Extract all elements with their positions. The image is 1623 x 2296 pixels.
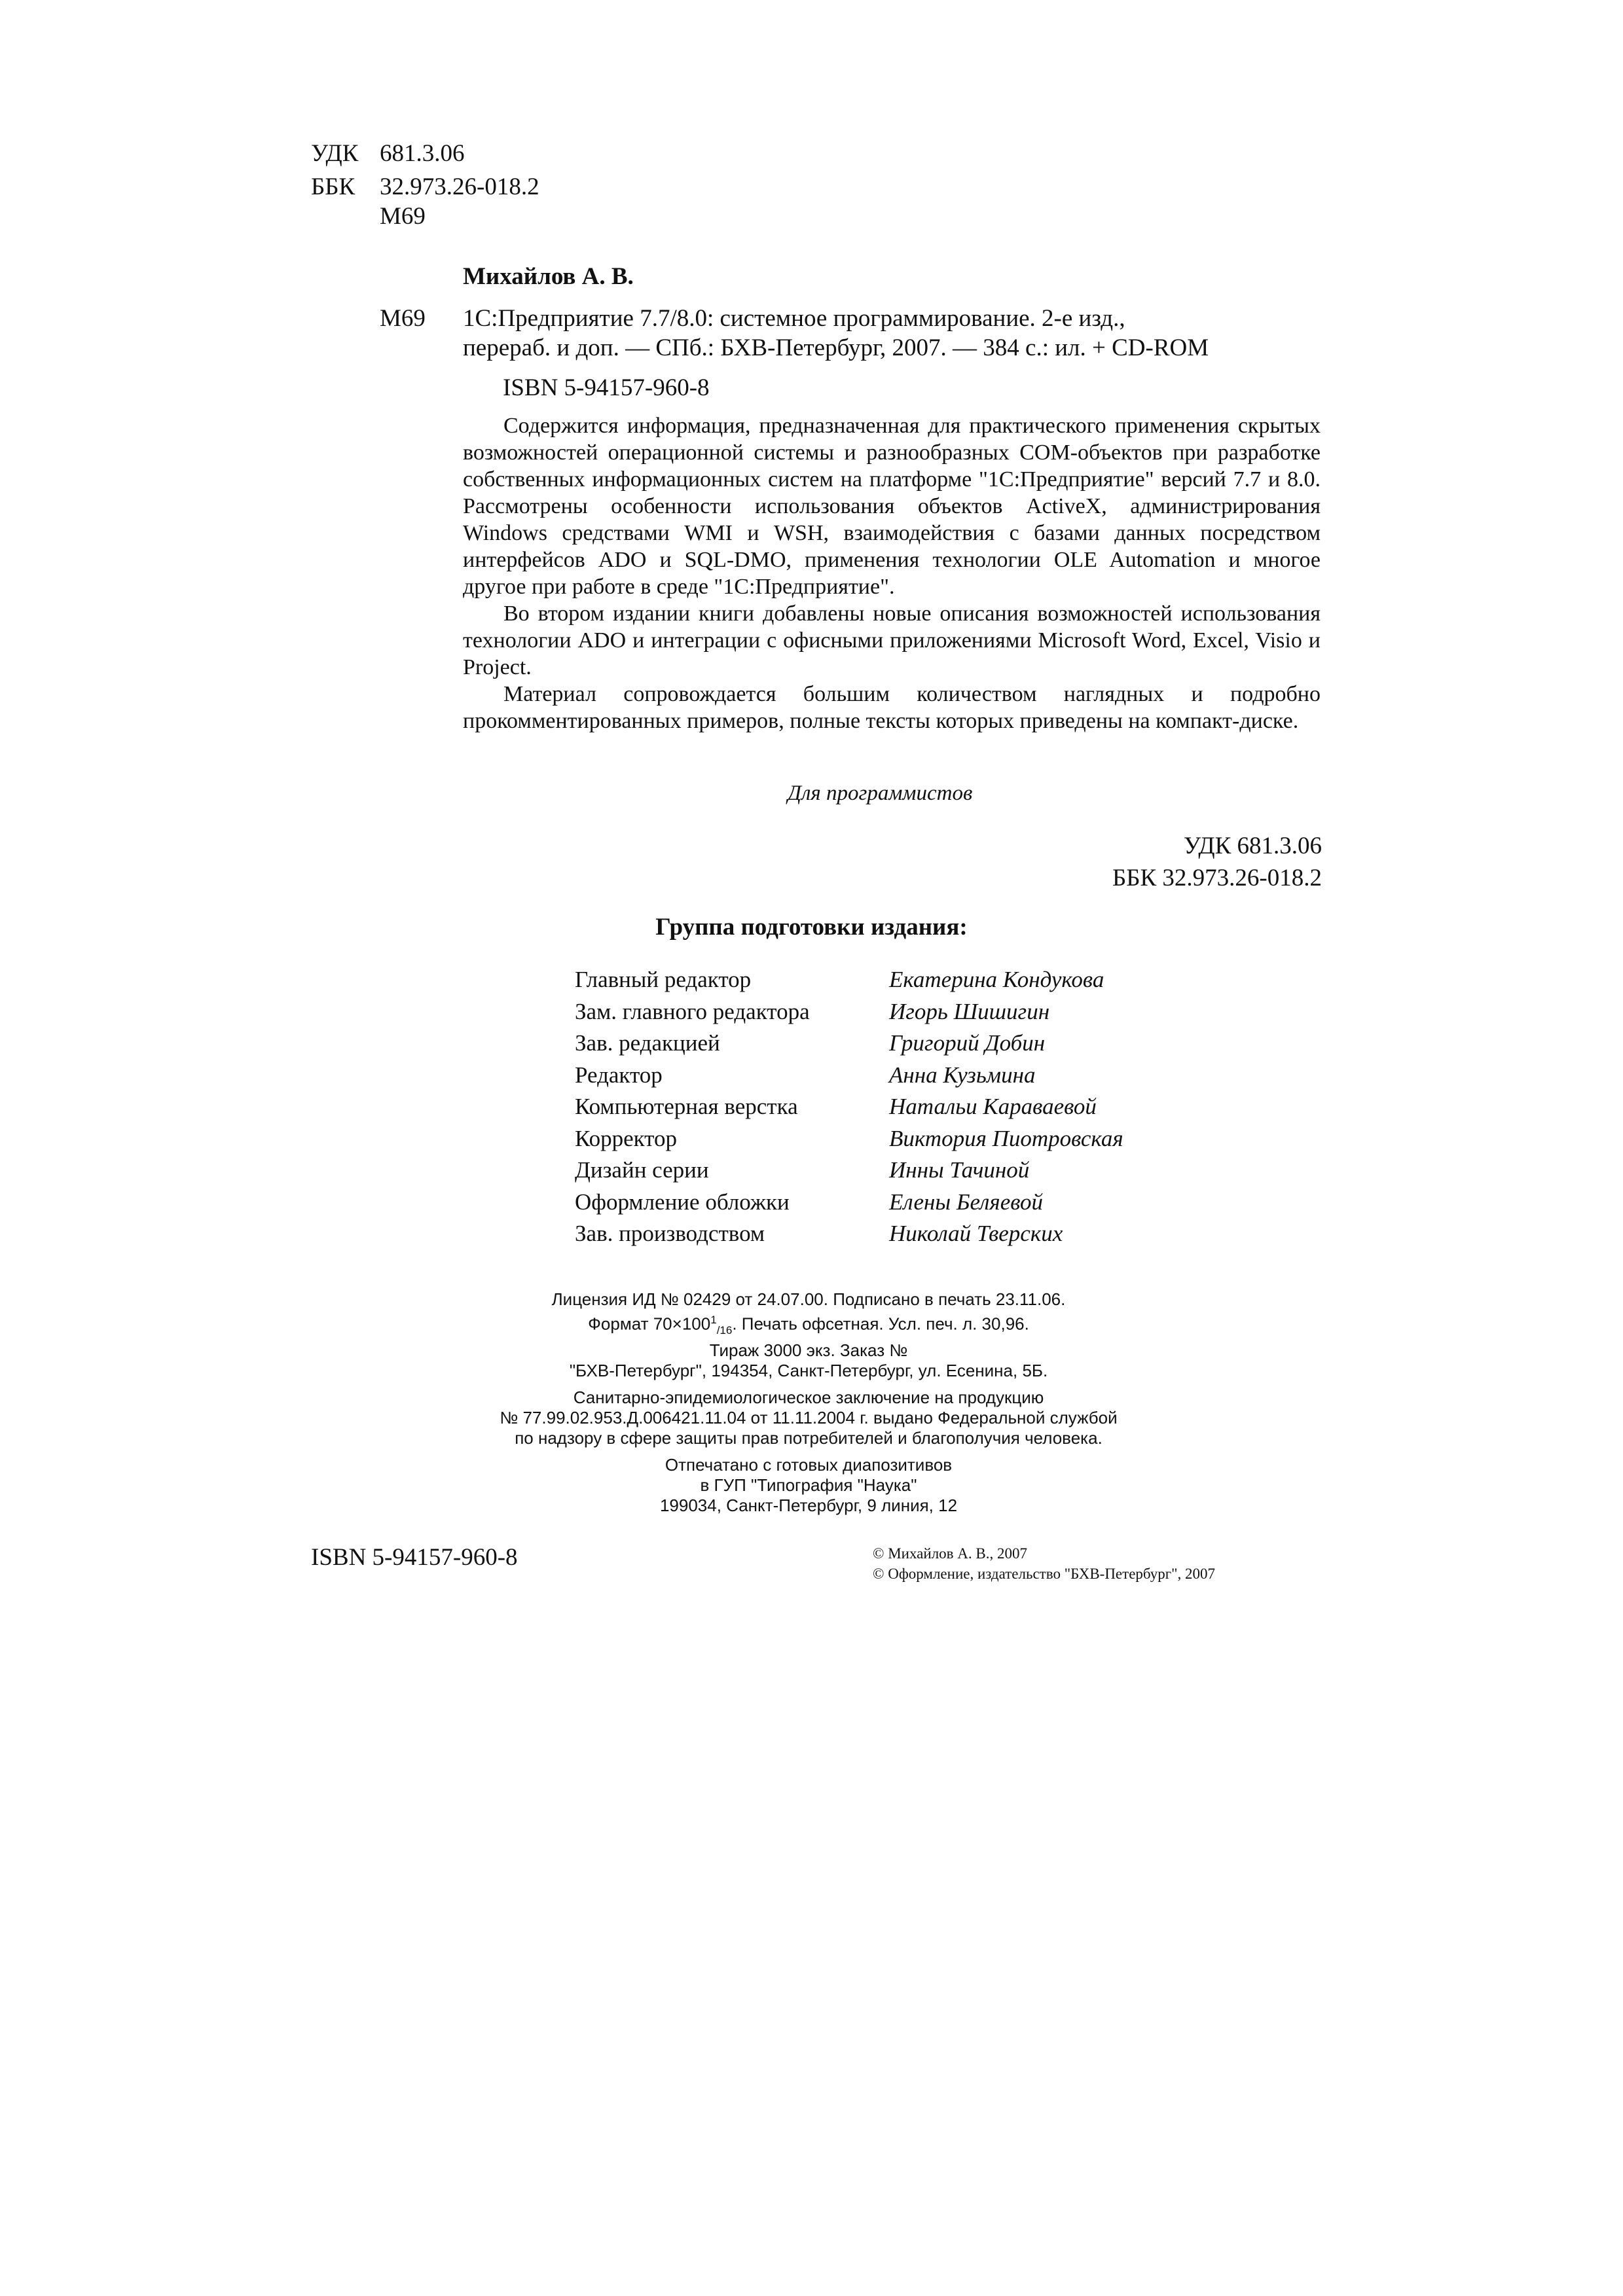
format-line: Формат $70\times 100^1_{/16}$. Печать офсетная. Усл. печ. л. 30,96. bbox=[588, 1314, 1029, 1336]
print-run-line: Тираж 3000 экз. Заказ № bbox=[709, 1340, 908, 1360]
staff-row bbox=[575, 1123, 1123, 1155]
staff-list bbox=[575, 964, 1123, 1250]
copyright-publisher: © Оформление, издательство "БХВ-Петербург", 2007 bbox=[873, 1566, 1216, 1582]
udk-right: УДК 681.3.06 bbox=[1183, 833, 1322, 859]
printed-line-2: в ГУП "Типография "Наука" bbox=[700, 1475, 917, 1495]
udk-label: УДК bbox=[311, 140, 359, 167]
license-line: Лицензия ИД № 02429 от 24.07.00. Подписано в печать 23.11.06. bbox=[551, 1289, 1066, 1309]
staff-row bbox=[575, 1155, 1123, 1187]
staff-name: Елены Беляевой bbox=[889, 1189, 1043, 1215]
staff-row bbox=[575, 1187, 1123, 1219]
staff-role: Зам. главного редактора bbox=[575, 998, 810, 1024]
bbk-label: ББК bbox=[311, 173, 356, 200]
staff-name: Инны Тачиной bbox=[889, 1157, 1030, 1183]
title-line-2: перераб. и доп. — СПб.: БХВ-Петербург, 2007. — 384 с.: ил. + CD-ROM bbox=[463, 334, 1209, 361]
printed-line-3: 199034, Санкт-Петербург, 9 линия, 12 bbox=[659, 1495, 958, 1515]
staff-role: Корректор bbox=[575, 1125, 678, 1151]
bbk-value: 32.973.26-018.2 bbox=[380, 173, 539, 200]
staff-name: Натальи Караваевой bbox=[889, 1094, 1097, 1119]
staff-role: Редактор bbox=[575, 1062, 663, 1088]
sanitary-line-1: Санитарно-эпидемиологическое заключение на продукцию bbox=[573, 1387, 1044, 1407]
staff-heading: Группа подготовки издания: bbox=[655, 914, 968, 941]
staff-name: Виктория Пиотровская bbox=[889, 1125, 1123, 1151]
staff-role: Оформление обложки bbox=[575, 1189, 790, 1215]
udk-value: 681.3.06 bbox=[380, 140, 465, 167]
staff-row bbox=[575, 1028, 1123, 1060]
staff-row bbox=[575, 964, 1123, 996]
staff-role: Зав. производством bbox=[575, 1221, 765, 1246]
staff-role: Компьютерная верстка bbox=[575, 1094, 798, 1119]
annotation-paragraph: Материал сопровождается большим количеством наглядных и подробно прокомментированных примеров, полные тексты которых приведены на компакт-диске. bbox=[463, 682, 1321, 733]
annotation bbox=[463, 412, 1321, 734]
staff-row bbox=[575, 1060, 1123, 1092]
isbn-entry: ISBN 5-94157-960-8 bbox=[503, 374, 710, 401]
imprint bbox=[445, 1289, 1172, 1516]
staff-row bbox=[575, 1091, 1123, 1123]
printed-line-1: Отпечатано с готовых диапозитивов bbox=[665, 1454, 953, 1475]
sanitary-line-3: по надзору в сфере защиты прав потребителей и благополучия человека. bbox=[515, 1427, 1103, 1448]
staff-role: Зав. редакцией bbox=[575, 1030, 720, 1056]
bbk-right: ББК 32.973.26-018.2 bbox=[1112, 865, 1322, 891]
staff-role: Главный редактор bbox=[575, 967, 752, 992]
audience: Для программистов bbox=[788, 781, 973, 805]
title-line-1: 1С:Предприятие 7.7/8.0: системное программирование. 2-е изд., bbox=[463, 305, 1125, 332]
author-sign-top: М69 bbox=[380, 203, 426, 230]
author-sign: М69 bbox=[380, 305, 426, 332]
staff-row bbox=[575, 996, 1123, 1028]
annotation-paragraph: Содержится информация, предназначенная для практического применения скрытых возможностей операционной системы и разнообразных COM-объектов при разработке собственных информационных систем на платформе "1С:Предприятие" версий 7.7 и 8.0. Рассмотрены особенности использования объектов ActiveX, администрирования Windows средствами WMI и WSH, взаимодействия с базами данных посредством интерфейсов ADO и SQL-DMO, применения технологии OLE Automation и многое другое при работе в среде "1С:Предприятие". bbox=[463, 414, 1321, 599]
staff-row bbox=[575, 1218, 1123, 1250]
staff-name: Екатерина Кондукова bbox=[889, 967, 1104, 992]
isbn-footer: ISBN 5-94157-960-8 bbox=[311, 1544, 518, 1571]
publisher-address: "БХВ-Петербург", 194354, Санкт-Петербург, ул. Есенина, 5Б. bbox=[569, 1360, 1048, 1380]
staff-name: Николай Тверских bbox=[889, 1221, 1063, 1246]
staff-name: Игорь Шишигин bbox=[889, 998, 1050, 1024]
sanitary-line-2: № 77.99.02.953.Д.006421.11.04 от 11.11.2004 г. выдано Федеральной службой bbox=[500, 1407, 1118, 1427]
author-name: Михайлов А. В. bbox=[463, 263, 634, 290]
copyright-author: © Михайлов А. В., 2007 bbox=[873, 1545, 1027, 1562]
staff-role: Дизайн серии bbox=[575, 1157, 709, 1183]
staff-name: Григорий Добин bbox=[889, 1030, 1046, 1056]
staff-name: Анна Кузьмина bbox=[889, 1062, 1036, 1088]
annotation-paragraph: Во втором издании книги добавлены новые описания возможностей использования технологии ADO и интеграции с офисными приложениями Microsoft Word, Excel, Visio и Project. bbox=[463, 601, 1321, 679]
